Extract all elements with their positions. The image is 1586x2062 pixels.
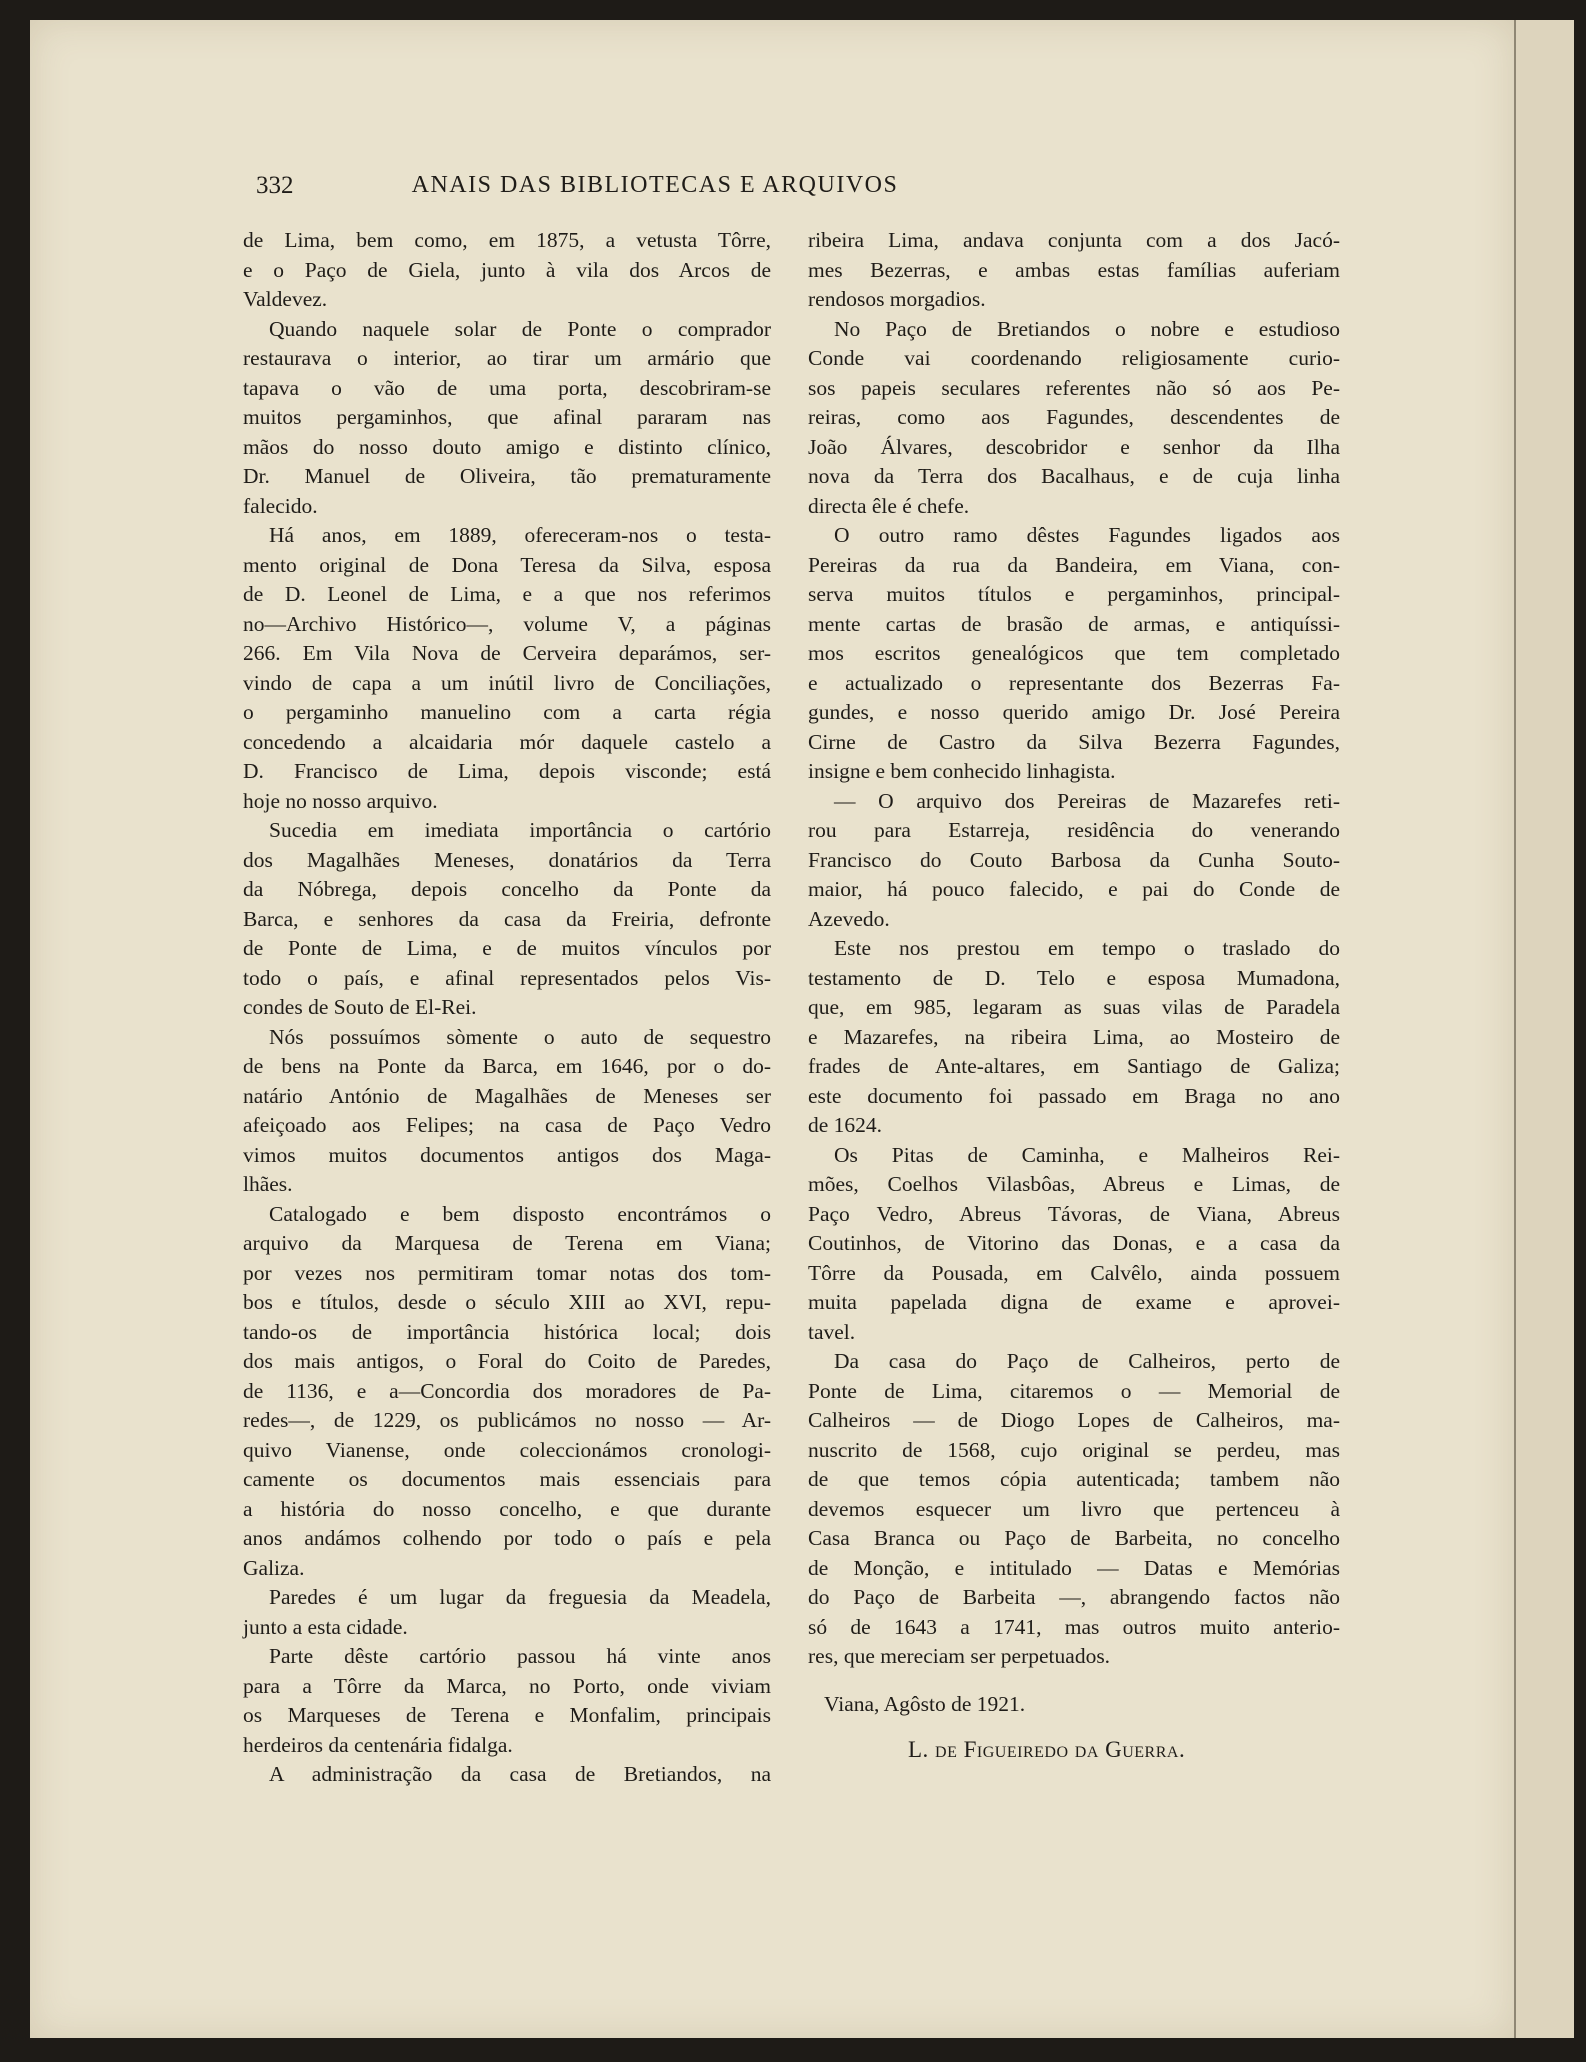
text-line: Coutinhos, de Vitorino das Donas, e a casa da — [808, 1231, 1340, 1255]
text-line: vindo de capa a um inútil livro de Conciliações, — [243, 670, 771, 695]
text-line: rou para Estarreja, residência do venerando — [808, 818, 1340, 842]
text-line: condes de Souto de El-Rei. — [243, 995, 477, 1019]
text-line: Tôrre da Pousada, em Calvêlo, ainda possuem — [808, 1260, 1340, 1285]
text-line: — O arquivo dos Pereiras de Mazarefes reti- — [834, 788, 1340, 813]
text-line: mões, Coelhos Vilasbôas, Abreus e Limas, de — [808, 1172, 1340, 1196]
text-line: de 1624. — [808, 1113, 883, 1137]
text-line: hoje no nosso arquivo. — [243, 788, 438, 813]
text-line: res, que mereciam ser perpetuados. — [808, 1644, 1111, 1668]
text-line: directa êle é chefe. — [808, 493, 970, 518]
text-line: vimos muitos documentos antigos dos Maga- — [243, 1142, 771, 1167]
text-line: Azevedo. — [808, 906, 890, 931]
text-line: os Marqueses de Terena e Monfalim, principais — [243, 1703, 771, 1727]
text-line: tapava o vão de uma porta, descobriram-se — [243, 375, 771, 400]
text-line: Valdevez. — [243, 287, 328, 311]
text-line: Nós possuímos sòmente o auto de sequestro — [269, 1024, 771, 1049]
text-line: mento original de Dona Teresa da Silva, esposa — [243, 552, 771, 577]
text-line: de Ponte de Lima, e de muitos vínculos por — [243, 936, 771, 960]
text-line: muita papelada digna de exame e aprovei- — [808, 1290, 1340, 1314]
text-line: o pergaminho manuelino com a carta régia — [243, 700, 771, 724]
text-line: ribeira Lima, andava conjunta com a dos Jacó- — [808, 228, 1340, 252]
text-line: por vezes nos permitiram tomar notas dos tom- — [243, 1260, 771, 1285]
left-column — [243, 226, 771, 1790]
text-line: Francisco do Couto Barbosa da Cunha Souto- — [808, 847, 1340, 872]
text-line: muitos pergaminhos, que afinal pararam nas — [243, 405, 771, 429]
text-line: dos mais antigos, o Foral do Coito de Paredes, — [243, 1349, 771, 1373]
text-line: arquivo da Marquesa de Terena em Viana; — [243, 1231, 771, 1255]
right-column-lines — [808, 226, 1340, 1672]
text-line: Dr. Manuel de Oliveira, tão prematuramente — [243, 464, 771, 488]
text-line: que, em 985, legaram as suas vilas de Paradela — [808, 995, 1340, 1019]
text-line: frades de Ante-altares, em Santiago de Galiza; — [808, 1054, 1340, 1078]
dateline: Viana, Agôsto de 1921. — [824, 1691, 1026, 1716]
text-line: junto a esta cidade. — [243, 1614, 408, 1639]
text-line: serva muitos títulos e pergaminhos, principal- — [808, 582, 1340, 606]
text-line: Da casa do Paço de Calheiros, perto de — [834, 1349, 1340, 1373]
text-line: de D. Leonel de Lima, e a que nos referimos — [243, 582, 771, 606]
text-line: D. Francisco de Lima, depois visconde; está — [243, 759, 771, 783]
text-line: para a Tôrre da Marca, no Porto, onde viviam — [243, 1673, 771, 1698]
text-line: mente cartas de brasão de armas, e antiquíssi- — [808, 611, 1340, 636]
text-line: falecido. — [243, 493, 318, 518]
text-line: nova da Terra dos Bacalhaus, e de cuja linha — [808, 464, 1340, 488]
text-line: a história do nosso concelho, e que durante — [243, 1496, 771, 1521]
page-number: 332 — [256, 172, 294, 199]
text-line: de Monção, e intitulado — Datas e Memórias — [808, 1555, 1340, 1580]
text-line: Quando naquele solar de Ponte o comprador — [269, 316, 771, 341]
text-line: No Paço de Bretiandos o nobre e estudioso — [834, 316, 1340, 341]
text-line: Ponte de Lima, citaremos o — Memorial de — [808, 1378, 1340, 1403]
text-line: mos escritos genealógicos que tem completado — [808, 641, 1340, 665]
text-line: Há anos, em 1889, ofereceram-nos o testa- — [269, 523, 771, 547]
signature: L. de Figueiredo da Guerra. — [908, 1737, 1186, 1762]
text-line: Paço Vedro, Abreus Távoras, de Viana, Abreus — [808, 1201, 1340, 1226]
text-line: e Mazarefes, na ribeira Lima, ao Mosteiro de — [808, 1024, 1340, 1049]
text-line: O outro ramo dêstes Fagundes ligados aos — [834, 523, 1340, 547]
text-line: testamento de D. Telo e esposa Mumadona, — [808, 965, 1340, 990]
text-line: Cirne de Castro da Silva Bezerra Fagundes, — [808, 729, 1340, 754]
text-line: só de 1643 a 1741, mas outros muito anterio- — [808, 1614, 1340, 1639]
text-line: lhães. — [243, 1172, 293, 1196]
text-line: nuscrito de 1568, cujo original se perdeu, mas — [808, 1437, 1340, 1462]
text-line: Conde vai coordenando religiosamente curio- — [808, 346, 1340, 370]
text-line: Sucedia em imediata importância o cartório — [269, 818, 771, 842]
text-line: mes Bezerras, e ambas estas famílias auferiam — [808, 257, 1340, 282]
text-line: e actualizado o representante dos Bezerras Fa- — [808, 670, 1340, 695]
text-line: João Álvares, descobridor e senhor da Ilha — [808, 434, 1340, 459]
text-line: Catalogado e bem disposto encontrámos o — [269, 1201, 771, 1226]
text-line: concedendo a alcaidaria mór daquele castelo a — [243, 729, 771, 754]
text-line: camente os documentos mais essenciais para — [243, 1467, 771, 1491]
text-line: de Lima, bem como, em 1875, a vetusta Tôrre, — [243, 228, 771, 252]
text-line: no—Archivo Histórico—, volume V, a páginas — [243, 611, 771, 636]
next-page-edge — [1514, 20, 1574, 2038]
text-line: sos papeis seculares referentes não só aos Pe- — [808, 375, 1340, 400]
text-line: de que temos cópia autenticada; tambem não — [808, 1467, 1340, 1491]
text-line: Casa Branca ou Paço de Barbeita, no concelho — [808, 1526, 1340, 1550]
text-line: de 1136, e a—Concordia dos moradores de Pa- — [243, 1378, 771, 1403]
text-line: natário António de Magalhães de Meneses ser — [243, 1083, 771, 1108]
text-line: quivo Vianense, onde coleccionámos cronologi- — [243, 1437, 771, 1462]
text-line: 266. Em Vila Nova de Cerveira deparámos, ser- — [243, 641, 771, 665]
text-line: reiras, como aos Fagundes, descendentes de — [808, 405, 1340, 429]
text-line: de bens na Ponte da Barca, em 1646, por o do- — [243, 1054, 771, 1078]
right-column — [808, 226, 1340, 1765]
text-line: Este nos prestou em tempo o traslado do — [834, 936, 1340, 960]
text-line: do Paço de Barbeita —, abrangendo factos não — [808, 1585, 1340, 1609]
text-line: mãos do nosso douto amigo e distinto clínico, — [243, 434, 771, 459]
text-line: herdeiros da centenária fidalga. — [243, 1732, 513, 1757]
text-line: Parte dêste cartório passou há vinte anos — [269, 1644, 771, 1668]
text-line: dos Magalhães Meneses, donatários da Terra — [243, 847, 771, 872]
text-line: maior, há pouco falecido, e pai do Conde de — [808, 877, 1340, 901]
text-line: todo o país, e afinal representados pelos Vis- — [243, 965, 771, 990]
text-line: devemos esquecer um livro que pertenceu à — [808, 1496, 1340, 1521]
text-line: redes—, de 1229, os publicámos no nosso — Ar- — [243, 1408, 771, 1432]
text-line: Pereiras da rua da Bandeira, em Viana, con- — [808, 552, 1340, 577]
text-line: gundes, e nosso querido amigo Dr. José Pereira — [808, 700, 1340, 724]
text-line: e o Paço de Giela, junto à vila dos Arcos de — [243, 257, 771, 282]
text-line: bos e títulos, desde o século XIII ao XVI, repu- — [243, 1290, 771, 1314]
text-line: restaurava o interior, ao tirar um armário que — [243, 346, 771, 370]
text-line: anos andámos colhendo por todo o país e pela — [243, 1526, 771, 1550]
page-header — [256, 172, 1054, 202]
running-title: ANAIS DAS BIBLIOTECAS E ARQUIVOS — [411, 172, 899, 198]
text-line: tavel. — [808, 1319, 856, 1344]
text-line: rendosos morgadios. — [808, 287, 986, 311]
text-line: Os Pitas de Caminha, e Malheiros Rei- — [834, 1142, 1340, 1167]
text-line: Galiza. — [243, 1555, 305, 1580]
text-line: da Nóbrega, depois concelho da Ponte da — [243, 877, 771, 901]
text-line: Paredes é um lugar da freguesia da Meadela, — [269, 1585, 771, 1609]
text-line: este documento foi passado em Braga no ano — [808, 1083, 1340, 1108]
text-line: A administração da casa de Bretiandos, na — [269, 1762, 771, 1786]
text-line: Barca, e senhores da casa da Freiria, defronte — [243, 906, 771, 931]
text-line: Calheiros — de Diogo Lopes de Calheiros, ma- — [808, 1408, 1340, 1432]
text-line: insigne e bem conhecido linhagista. — [808, 759, 1116, 783]
text-line: tando-os de importância histórica local; dois — [243, 1319, 771, 1344]
text-line: afeiçoado aos Felipes; na casa de Paço Vedro — [243, 1113, 771, 1137]
